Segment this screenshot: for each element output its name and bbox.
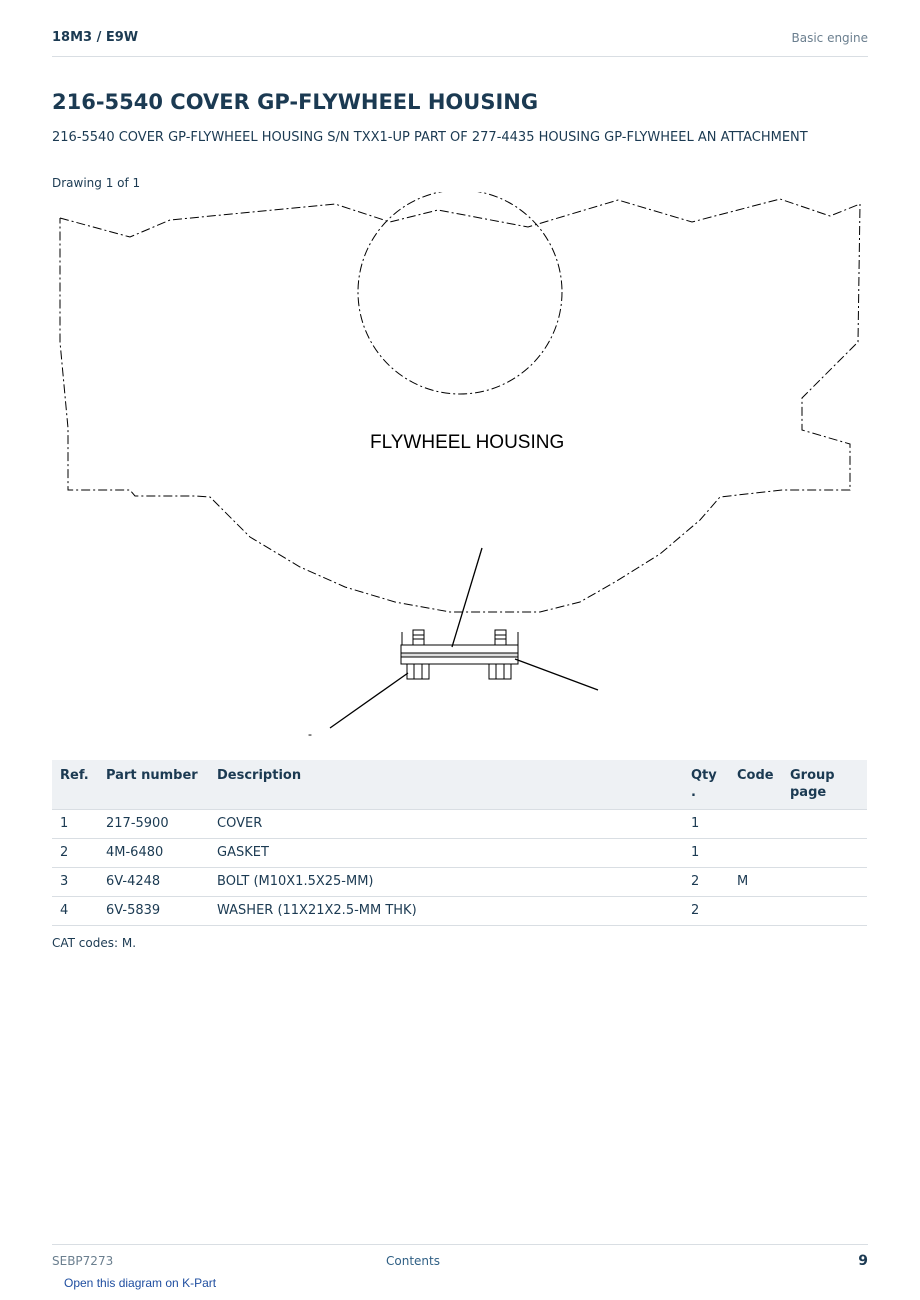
- cell-code: M: [729, 868, 782, 897]
- page-subtitle: 216-5540 COVER GP-FLYWHEEL HOUSING S/N TXX1-UP PART OF 277-4435 HOUSING GP-FLYWHEEL AN ATTACHMENT: [52, 130, 808, 145]
- table-header-row: [52, 760, 867, 810]
- nut-left: [407, 664, 429, 679]
- callout-line-washer: [330, 673, 408, 728]
- open-kpart-link[interactable]: Open this diagram on K-Part: [64, 1276, 217, 1290]
- col-ref: Ref.: [52, 760, 98, 810]
- cell-ref: 1: [52, 810, 98, 839]
- housing-outline: [60, 199, 860, 612]
- cell-group-page: [782, 897, 867, 926]
- cell-description: BOLT (M10X1.5X25-MM): [209, 868, 683, 897]
- breadcrumb: 18M3 / E9W: [52, 30, 139, 45]
- cell-ref: 2: [52, 839, 98, 868]
- cat-codes-note: CAT codes: M.: [52, 936, 137, 950]
- stud-left: [413, 630, 424, 645]
- drawing-label: Drawing 1 of 1: [52, 176, 141, 190]
- cell-part-number: 6V-4248: [98, 868, 209, 897]
- cell-qty: 2: [683, 897, 729, 926]
- callout-line-cover: [452, 548, 482, 647]
- col-qty: [683, 760, 729, 810]
- cell-part-number: 217-5900: [98, 810, 209, 839]
- cell-group-page: [782, 810, 867, 839]
- page-number: 9: [858, 1253, 868, 1269]
- cell-code: [729, 839, 782, 868]
- callout-mark: -: [308, 727, 312, 741]
- cell-description: COVER: [209, 810, 683, 839]
- table-row: [52, 810, 867, 839]
- cell-part-number: 6V-5839: [98, 897, 209, 926]
- cell-description: GASKET: [209, 839, 683, 868]
- flywheel-housing-label: FLYWHEEL HOUSING: [370, 432, 565, 453]
- stud-right: [495, 630, 506, 645]
- cell-part-number: 4M-6480: [98, 839, 209, 868]
- document-id: SEBP7273: [52, 1254, 114, 1268]
- table-row: [52, 897, 867, 926]
- gasket: [401, 653, 518, 657]
- page-title: 216-5540 COVER GP-FLYWHEEL HOUSING: [52, 90, 539, 114]
- bore-outline: [358, 192, 562, 394]
- col-code: Code: [729, 760, 782, 810]
- cell-qty: 1: [683, 839, 729, 868]
- contents-link[interactable]: Contents: [386, 1254, 440, 1268]
- cell-code: [729, 897, 782, 926]
- page-header: [52, 28, 868, 57]
- cover-assembly: [401, 630, 518, 679]
- col-group-page-line1: Group: [790, 768, 835, 783]
- cell-ref: 4: [52, 897, 98, 926]
- cell-group-page: [782, 839, 867, 868]
- col-part-number: Part number: [98, 760, 209, 810]
- callout-line-gasket: [515, 659, 598, 690]
- col-group-page: [782, 760, 867, 810]
- col-description: Description: [209, 760, 683, 810]
- nut-right: [489, 664, 511, 679]
- cell-description: WASHER (11X21X2.5-MM THK): [209, 897, 683, 926]
- cell-ref: 3: [52, 868, 98, 897]
- col-qty-line2: .: [691, 785, 696, 800]
- cell-qty: 1: [683, 810, 729, 839]
- table-row: [52, 868, 867, 897]
- cell-qty: 2: [683, 868, 729, 897]
- col-qty-line1: Qty: [691, 768, 717, 783]
- parts-table: [52, 760, 867, 926]
- cell-group-page: [782, 868, 867, 897]
- parts-diagram: [40, 192, 880, 748]
- table-row: [52, 839, 867, 868]
- page-footer: [52, 1244, 868, 1275]
- col-group-page-line2: page: [790, 785, 827, 800]
- cell-code: [729, 810, 782, 839]
- section-name: Basic engine: [791, 31, 868, 45]
